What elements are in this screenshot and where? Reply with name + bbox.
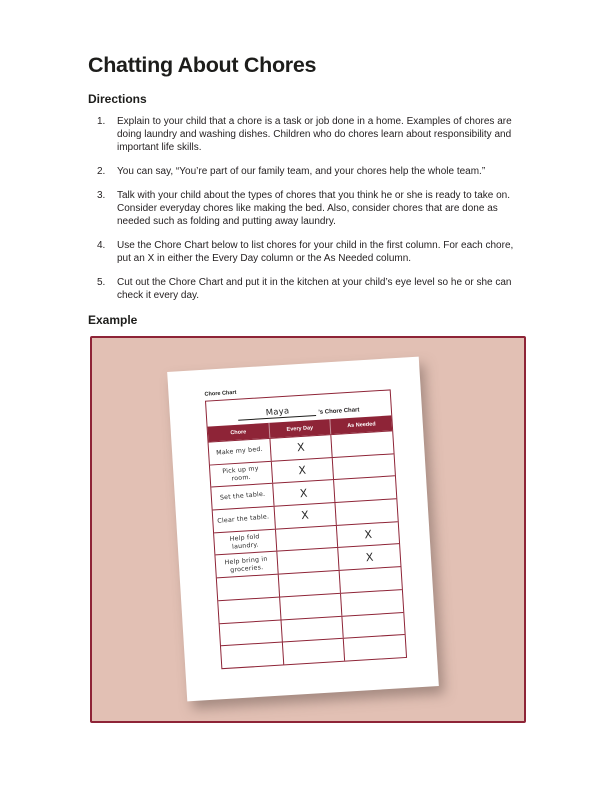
chore-text: Help fold laundry.: [229, 533, 260, 551]
direction-text: Use the Chore Chart below to list chores for your child in the first column. For each chore, put an X in either the Every Day column or the As Needed column.: [117, 240, 514, 264]
direction-text: Explain to your child that a chore is a task or job done in a home. Examples of chores are doing laundry and washing dishes. Children who do chores learn about responsibility and important life skills.: [117, 116, 512, 153]
every-day-cell: [279, 594, 342, 619]
direction-item-2: [88, 165, 527, 178]
direction-item-5: [88, 276, 527, 302]
x-mark: X: [365, 550, 374, 565]
chore-cell: [210, 462, 272, 487]
as-needed-cell: [339, 567, 402, 592]
chore-cell: [209, 439, 271, 464]
x-mark: X: [363, 527, 373, 542]
x-mark: X: [296, 440, 306, 455]
x-mark: X: [297, 463, 307, 478]
column-header-as-needed: As Needed: [330, 415, 392, 434]
column-header-chore: Chore: [230, 428, 247, 436]
as-needed-cell: [336, 522, 399, 547]
chore-cell: [213, 507, 275, 532]
direction-text: Cut out the Chore Chart and put it in the kitchen at your child’s eye level so he or she can check it every day.: [117, 277, 512, 301]
chore-cell: [221, 643, 283, 668]
direction-number: 4.: [97, 240, 106, 251]
chore-cell: [214, 529, 276, 554]
example-panel: [90, 336, 526, 723]
every-day-cell: [269, 435, 332, 460]
chore-cell: [220, 620, 282, 645]
direction-item-1: [88, 115, 527, 154]
chore-chart-table: [205, 389, 407, 669]
column-header-every-day: Every Day: [268, 419, 330, 438]
every-day-cell: [272, 480, 335, 505]
every-day-cell: [280, 616, 343, 641]
chore-text: Set the table.: [219, 491, 266, 503]
every-day-cell: [277, 571, 340, 596]
name-blank-line: [238, 405, 317, 421]
every-day-cell: [282, 639, 345, 664]
chore-chart-paper: [167, 357, 439, 702]
every-day-cell: [275, 526, 338, 551]
as-needed-cell: [338, 545, 401, 570]
chore-text: Help bring in groceries.: [224, 555, 268, 574]
chore-chart-label: Chore Chart: [204, 389, 237, 398]
direction-item-4: [88, 239, 527, 265]
every-day-cell: [270, 458, 333, 483]
as-needed-cell: [331, 431, 394, 456]
page-title: Chatting About Chores: [88, 53, 317, 77]
x-mark: X: [299, 486, 309, 500]
every-day-cell: [273, 503, 336, 528]
as-needed-cell: [343, 635, 406, 660]
direction-text: Talk with your child about the types of chores that you think he or she is ready to take on. Consider everyday chores like making the bed. Also, consider chores that are done as needed such as folding and putting away laundry.: [117, 190, 510, 227]
chore-cell: [217, 575, 279, 600]
chore-text: Make my bed.: [215, 445, 264, 457]
every-day-cell: [276, 548, 339, 573]
chore-cell: [215, 552, 277, 577]
x-mark: X: [300, 508, 310, 523]
chore-text: Clear the table.: [217, 513, 270, 526]
handwritten-name: Maya: [265, 406, 290, 419]
direction-number: 2.: [97, 166, 106, 177]
as-needed-cell: [332, 454, 395, 479]
as-needed-cell: [340, 590, 403, 615]
directions-heading: Directions: [88, 92, 147, 106]
example-heading: Example: [88, 313, 138, 327]
page-content: [88, 53, 527, 723]
as-needed-cell: [333, 477, 396, 502]
direction-number: 3.: [97, 190, 106, 201]
chart-title-suffix: ’s Chore Chart: [318, 407, 360, 416]
as-needed-cell: [335, 499, 398, 524]
direction-item-3: [88, 189, 527, 228]
chore-cell: [218, 597, 280, 622]
direction-number: 1.: [97, 116, 106, 127]
chore-text: Pick up my room.: [222, 465, 259, 483]
as-needed-cell: [342, 613, 405, 638]
chore-cell: [211, 484, 273, 509]
directions-list: [88, 115, 527, 302]
direction-text: You can say, “You’re part of our family team, and your chores help the whole team.”: [117, 166, 486, 177]
direction-number: 5.: [97, 277, 106, 288]
